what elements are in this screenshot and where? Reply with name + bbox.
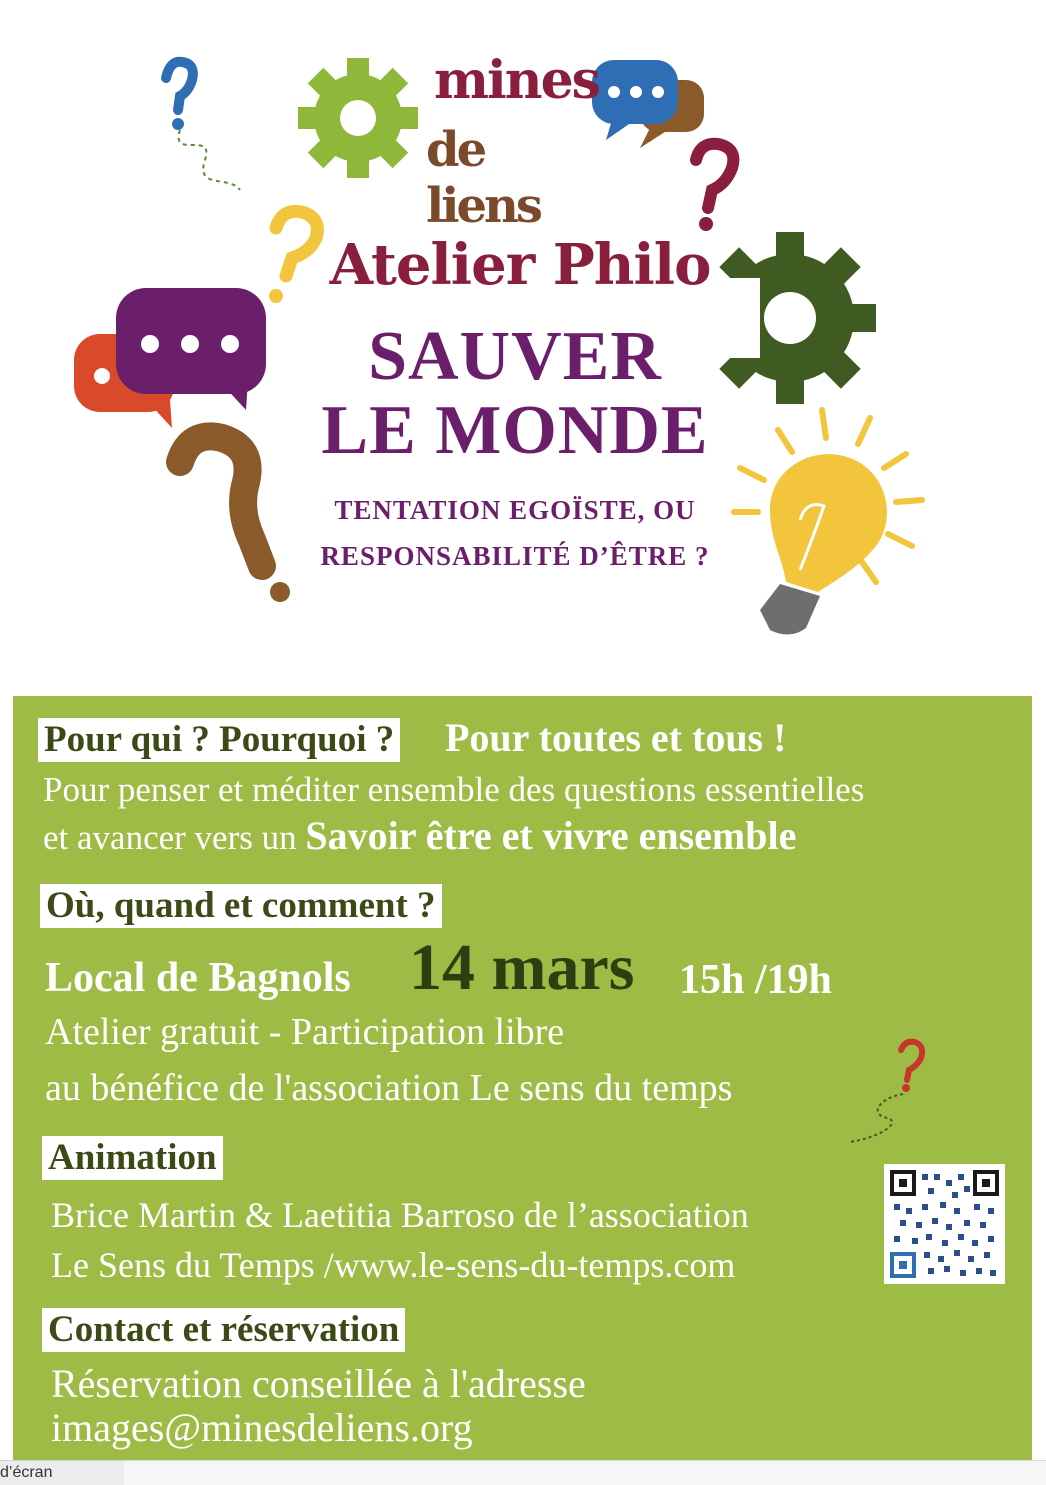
speech-bubble-icon (592, 60, 704, 148)
purpose-line1: Pour penser et méditer ensemble des questions essentielles (43, 770, 865, 809)
question-mark-icon (696, 144, 733, 231)
section-label-where: Où, quand et comment ? (40, 884, 442, 928)
speech-bubble-icon (74, 288, 266, 428)
event-info-line2: au bénéfice de l'association Le sens du temps (45, 1067, 733, 1109)
purpose-line2-bold: Savoir être et vivre ensemble (305, 813, 797, 858)
contact-line1: Réservation conseillée à l'adresse (51, 1361, 586, 1406)
audience-highlight: Pour toutes et tous ! (445, 715, 787, 760)
light-bulb-icon (734, 410, 922, 635)
section-label-who: Pour qui ? Pourquoi ? (38, 718, 400, 762)
subtitle-line2: RESPONSABILITÉ D’ÊTRE ? (320, 541, 710, 571)
main-title-line2: LE MONDE (321, 392, 709, 469)
event-hours: 15h /19h (679, 957, 832, 1003)
logo-line2: de liens (426, 122, 540, 234)
contact-email[interactable]: images@minesdeliens.org (51, 1405, 473, 1450)
logo-line1: mines (434, 50, 599, 111)
info-panel (13, 696, 1032, 1474)
section-label-contact: Contact et réservation (42, 1308, 405, 1352)
page-title: Atelier Philo (329, 232, 711, 298)
question-mark-icon (180, 436, 290, 602)
logo (426, 50, 599, 234)
strip-text: d’écran (0, 1464, 53, 1481)
purpose-line2 (43, 812, 796, 859)
animators-line1: Brice Martin & Laetitia Barroso de l’association (51, 1195, 749, 1235)
event-date: 14 mars (409, 931, 635, 1004)
cropped-bottom-strip (0, 1460, 1046, 1484)
animators-line2[interactable]: Le Sens du Temps /www.le-sens-du-temps.com (51, 1245, 736, 1285)
qr-code[interactable] (884, 1164, 1005, 1284)
event-place: Local de Bagnols (45, 955, 351, 1001)
question-mark-icon (839, 1038, 929, 1148)
main-title-line1: SAUVER (368, 318, 662, 395)
gear-icon (298, 58, 418, 178)
event-info-line1: Atelier gratuit - Participation libre (45, 1011, 565, 1053)
subtitle-line1: TENTATION EGOÏSTE, OU (334, 495, 696, 525)
purpose-line2-prefix: et avancer vers un (43, 818, 306, 857)
question-mark-icon (166, 62, 240, 190)
section-label-animation: Animation (42, 1136, 223, 1180)
